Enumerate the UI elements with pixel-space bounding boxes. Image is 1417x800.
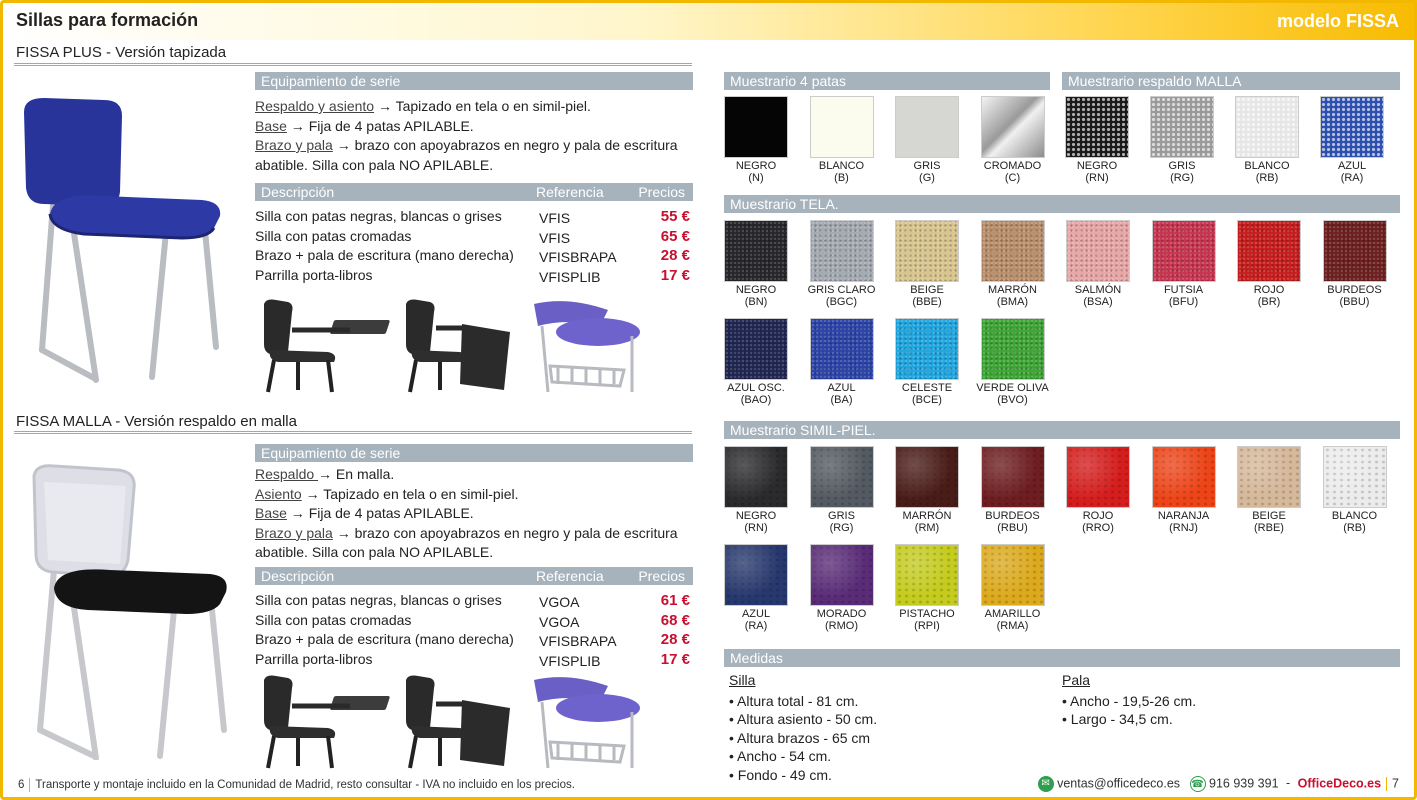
swatch-label xyxy=(716,160,796,184)
row-desc: Silla con patas cromadas xyxy=(255,611,412,628)
row-desc: Brazo + pala de escritura (mano derecha) xyxy=(255,631,514,647)
swatch-code: (BVO) xyxy=(997,394,1028,406)
swatch-name: NARANJA xyxy=(1157,510,1210,522)
swatch-name: CROMADO xyxy=(983,160,1042,172)
swatch-name: CELESTE xyxy=(901,382,953,394)
swatch-code: (RBU) xyxy=(997,522,1028,534)
swatch-label xyxy=(716,510,796,534)
swatch-code: (BBE) xyxy=(912,296,942,308)
row-desc: Silla con patas negras, blancas o grises xyxy=(255,208,502,224)
swatch-label xyxy=(802,608,882,632)
malla-equip-item xyxy=(255,524,693,563)
plus-col-ref: Referencia xyxy=(536,184,604,200)
malla-divider xyxy=(14,431,692,434)
table-row xyxy=(255,267,693,287)
plus-col-desc: Descripción xyxy=(261,184,335,200)
swatch-code: (BCE) xyxy=(912,394,942,406)
swatch-label xyxy=(716,608,796,632)
swatch-label xyxy=(1144,510,1224,534)
swatch-label xyxy=(716,284,796,308)
swatch-label xyxy=(887,160,967,184)
swatch-code: (RG) xyxy=(829,522,854,534)
swatch-simil xyxy=(810,544,874,606)
swatch-name: PISTACHO xyxy=(899,608,955,620)
swatch-label xyxy=(887,608,967,632)
swatch-code: (RB) xyxy=(1343,522,1366,534)
malla-equip-list xyxy=(255,465,693,563)
swatch-code: (BBU) xyxy=(1339,296,1370,308)
swatch-name: BURDEOS xyxy=(985,510,1040,522)
row-ref: VFIS xyxy=(539,229,571,246)
table-row xyxy=(255,631,693,651)
swatch-code: (BGC) xyxy=(825,296,858,308)
swatch-simil xyxy=(724,544,788,606)
swatch-label xyxy=(1315,510,1395,534)
malla-equip-item xyxy=(255,465,693,485)
page-number-right: 7 xyxy=(1392,776,1399,791)
swatch-simil xyxy=(1323,446,1387,508)
swatch-code: (BMA) xyxy=(996,296,1029,308)
swatch-name: GRIS xyxy=(828,510,855,522)
email-icon: ✉ xyxy=(1038,776,1054,792)
plus-equip-title: Equipamiento de serie xyxy=(255,72,693,90)
plus-equip-item xyxy=(255,117,693,137)
plus-heading: FISSA PLUS - Versión tapizada xyxy=(16,44,227,61)
row-price: 61 € xyxy=(660,592,690,609)
swatch-label xyxy=(1312,160,1392,184)
swatch-code: (RG) xyxy=(1170,172,1194,184)
page-number-left: 6 xyxy=(18,779,25,792)
swatch-patas xyxy=(981,96,1045,158)
plus-price-table xyxy=(255,208,693,286)
footer xyxy=(0,774,1417,796)
malla-heading: FISSA MALLA - Versión respaldo en malla xyxy=(16,413,297,430)
malla-folded-tablet-image xyxy=(400,672,522,770)
row-ref: VFISBRAPA xyxy=(539,249,617,265)
footer-email[interactable]: ventas@officedeco.es xyxy=(1057,776,1181,791)
swatch-label xyxy=(887,382,967,406)
table-row xyxy=(255,228,693,248)
malla-equip-key: Respaldo xyxy=(255,466,319,482)
measure-item: • Largo - 34,5 cm. xyxy=(1062,711,1173,727)
swatch-code: (G) xyxy=(919,172,935,184)
swatch-name: BEIGE xyxy=(910,284,944,296)
plus-divider xyxy=(14,63,692,66)
table-row xyxy=(255,208,693,228)
malla-equip-key: Brazo y pala xyxy=(255,524,333,541)
swatch-code: (RA) xyxy=(1340,172,1364,184)
swatch-name: BURDEOS xyxy=(1327,284,1382,296)
swatch-code: (BSA) xyxy=(1083,296,1113,308)
swatch-tela xyxy=(810,318,874,380)
malla-sample-title: Muestrario respaldo MALLA xyxy=(1062,72,1400,90)
swatch-tela xyxy=(810,220,874,282)
swatch-tela xyxy=(981,318,1045,380)
row-desc: Parrilla porta-libros xyxy=(255,266,373,283)
row-ref: VFISPLIB xyxy=(539,652,601,669)
table-row xyxy=(255,612,693,632)
tela-title: Muestrario TELA. xyxy=(724,195,1400,213)
malla-equip-text: → En malla. xyxy=(318,466,395,482)
swatch-simil xyxy=(981,544,1045,606)
row-price: 68 € xyxy=(660,611,690,629)
swatch-simil xyxy=(810,446,874,508)
row-price: 55 € xyxy=(660,208,690,225)
swatch-malla xyxy=(1235,96,1299,158)
plus-equip-text: → brazo con apoyabrazos en negro y pala de escritura abatible. Silla con pala NO APILABLE. xyxy=(255,137,678,173)
swatch-label xyxy=(887,284,967,308)
swatch-label xyxy=(1142,160,1222,184)
footer-divider xyxy=(29,778,30,792)
swatch-name: NEGRO xyxy=(735,510,777,522)
malla-equip-text: → brazo con apoyabrazos en negro y pala de escritura abatible. Silla con pala NO APILABLE. xyxy=(255,524,678,560)
swatch-name: AZUL xyxy=(741,608,771,620)
swatch-label xyxy=(973,382,1053,406)
swatch-name: ROJO xyxy=(1082,510,1114,522)
plus-equip-item xyxy=(255,136,693,175)
row-desc: Silla con patas negras, blancas o grises xyxy=(255,592,502,608)
swatch-name: MORADO xyxy=(816,608,867,620)
plus-equip-item xyxy=(255,97,693,117)
swatch-simil xyxy=(1066,446,1130,508)
swatch-label xyxy=(802,160,882,184)
swatch-label xyxy=(1058,284,1138,308)
row-desc: Brazo + pala de escritura (mano derecha) xyxy=(255,247,514,263)
swatch-label xyxy=(716,382,796,406)
malla-equip-text: → Fija de 4 patas APILABLE. xyxy=(286,505,474,521)
malla-tablet-arm-image xyxy=(258,672,400,770)
swatch-label xyxy=(802,510,882,534)
swatch-malla xyxy=(1150,96,1214,158)
row-ref: VFIS xyxy=(539,210,571,226)
swatch-simil xyxy=(724,446,788,508)
simil-title: Muestrario SIMIL-PIEL. xyxy=(724,421,1400,439)
malla-table-header xyxy=(255,567,693,585)
row-ref: VFISBRAPA xyxy=(539,633,617,649)
swatch-code: (BR) xyxy=(1257,296,1281,308)
swatch-name: AMARILLO xyxy=(984,608,1041,620)
swatch-code: (RMA) xyxy=(996,620,1029,632)
swatch-patas xyxy=(724,96,788,158)
malla-col-price: Precios xyxy=(638,568,685,584)
swatch-name: FUTSIA xyxy=(1163,284,1204,296)
swatch-code: (BN) xyxy=(744,296,768,308)
swatch-label xyxy=(1057,160,1137,184)
swatch-tela xyxy=(981,220,1045,282)
swatch-tela xyxy=(895,220,959,282)
swatch-code: (RN) xyxy=(1085,172,1109,184)
swatch-name: GRIS xyxy=(1168,160,1196,172)
malla-equip-title: Equipamiento de serie xyxy=(255,444,693,462)
plus-book-rack-image xyxy=(528,296,640,394)
plus-tablet-arm-image xyxy=(258,296,400,394)
swatch-name: MARRÓN xyxy=(988,284,1037,296)
row-ref: VGOA xyxy=(539,594,580,610)
swatch-label xyxy=(802,382,882,406)
plus-folded-tablet-image xyxy=(400,296,522,394)
swatch-name: MARRÓN xyxy=(902,510,952,522)
plus-chair-image xyxy=(14,92,239,387)
malla-equip-key: Asiento xyxy=(255,485,302,502)
swatch-malla xyxy=(1320,96,1384,158)
measure-item: • Ancho - 19,5-26 cm. xyxy=(1062,692,1197,709)
plus-table-header xyxy=(255,183,693,201)
malla-col-desc: Descripción xyxy=(261,568,335,584)
swatch-label xyxy=(1144,284,1224,308)
swatch-code: (RNJ) xyxy=(1169,522,1198,534)
medidas-title: Medidas xyxy=(724,649,1400,667)
swatch-name: GRIS xyxy=(913,160,941,172)
swatch-code: (BFU) xyxy=(1168,296,1199,308)
swatch-tela xyxy=(724,220,788,282)
malla-equip-item xyxy=(255,485,693,505)
swatch-name: BLANCO xyxy=(1331,510,1378,522)
swatch-name: SALMÓN xyxy=(1074,284,1122,296)
malla-equip-text: → Tapizado en tela o en simil-piel. xyxy=(301,485,519,502)
swatch-label xyxy=(802,284,882,308)
model-title: modelo FISSA xyxy=(1276,11,1399,31)
plus-equip-key: Respaldo y asiento xyxy=(255,98,375,114)
malla-equip-key: Base xyxy=(255,505,287,521)
row-price: 17 € xyxy=(660,650,690,668)
swatch-simil xyxy=(981,446,1045,508)
swatch-tela xyxy=(1323,220,1387,282)
page-title: Sillas para formación xyxy=(16,10,199,30)
footer-left xyxy=(18,778,575,792)
swatch-code: (RBE) xyxy=(1254,522,1284,534)
swatch-name: NEGRO xyxy=(735,160,777,172)
swatch-name: ROJO xyxy=(1253,284,1285,296)
swatch-simil xyxy=(1152,446,1216,508)
plus-equip-key: Base xyxy=(255,117,287,134)
swatch-name: BLANCO xyxy=(818,160,865,172)
swatch-simil xyxy=(895,446,959,508)
swatch-patas xyxy=(895,96,959,158)
swatch-code: (C) xyxy=(1004,172,1021,184)
footer-phone: 916 939 391 xyxy=(1209,776,1279,791)
swatch-label xyxy=(1229,284,1309,308)
swatch-label xyxy=(973,284,1053,308)
plus-equip-key: Brazo y pala xyxy=(255,137,333,153)
swatch-name: AZUL OSC. xyxy=(727,382,785,394)
row-ref: VGOA xyxy=(539,613,580,630)
phone-icon: ☎ xyxy=(1190,776,1206,792)
swatch-code: (RN) xyxy=(744,522,768,534)
plus-equip-text: → Fija de 4 patas APILABLE. xyxy=(286,117,474,134)
measure-item: • Altura asiento - 50 cm. xyxy=(729,711,878,727)
row-price: 65 € xyxy=(660,227,690,245)
swatch-label xyxy=(973,160,1053,184)
swatch-malla xyxy=(1065,96,1129,158)
plus-equip-list xyxy=(255,97,693,175)
swatch-code: (RMO) xyxy=(825,620,858,632)
swatch-name: GRIS CLARO xyxy=(807,284,876,296)
row-price: 28 € xyxy=(660,247,690,264)
swatch-label xyxy=(973,608,1053,632)
swatch-code: (RRO) xyxy=(1082,522,1114,534)
row-price: 28 € xyxy=(660,631,690,648)
swatch-code: (RB) xyxy=(1255,172,1279,184)
swatch-name: BEIGE xyxy=(1252,510,1286,522)
swatch-label xyxy=(1227,160,1307,184)
table-row xyxy=(255,592,693,612)
swatch-label xyxy=(1315,284,1395,308)
swatch-label xyxy=(1058,510,1138,534)
swatch-simil xyxy=(895,544,959,606)
row-price: 17 € xyxy=(660,266,690,284)
footer-right: ✉ ventas@officedeco.es ☎ 916 939 391 - OfficeDeco.es 7 xyxy=(1038,776,1399,792)
silla-title: Silla xyxy=(729,672,756,688)
row-desc: Silla con patas cromadas xyxy=(255,227,412,244)
swatch-code: (RA) xyxy=(744,620,768,632)
row-ref: VFISPLIB xyxy=(539,268,601,285)
table-row xyxy=(255,247,693,267)
swatch-tela xyxy=(1152,220,1216,282)
measure-item: • Ancho - 54 cm. xyxy=(729,748,832,764)
swatch-tela xyxy=(1066,220,1130,282)
table-row xyxy=(255,651,693,671)
malla-col-ref: Referencia xyxy=(536,568,604,584)
swatch-tela xyxy=(895,318,959,380)
swatch-code: (RM) xyxy=(914,522,940,534)
measure-item: • Fondo - 49 cm. xyxy=(729,766,832,783)
swatch-name: NEGRO xyxy=(1076,160,1118,172)
swatch-tela xyxy=(724,318,788,380)
swatch-code: (N) xyxy=(748,172,764,184)
swatch-code: (BA) xyxy=(830,394,853,406)
swatch-simil xyxy=(1237,446,1301,508)
malla-chair-image xyxy=(14,460,239,760)
swatch-code: (RPI) xyxy=(914,620,940,632)
swatch-label xyxy=(973,510,1053,534)
silla-measures xyxy=(729,671,877,784)
pala-title: Pala xyxy=(1062,672,1091,688)
swatch-label xyxy=(887,510,967,534)
swatch-label xyxy=(1229,510,1309,534)
swatch-name: AZUL xyxy=(1337,160,1367,172)
swatch-tela xyxy=(1237,220,1301,282)
row-desc: Parrilla porta-libros xyxy=(255,650,373,667)
footer-divider xyxy=(1386,777,1387,791)
swatch-name: NEGRO xyxy=(735,284,777,296)
swatch-name: BLANCO xyxy=(1244,160,1290,172)
malla-equip-item xyxy=(255,504,693,524)
swatch-code: (B) xyxy=(834,172,849,184)
swatch-name: VERDE OLIVA xyxy=(976,382,1049,394)
swatch-name: AZUL xyxy=(827,382,856,394)
footer-brand[interactable]: OfficeDeco.es xyxy=(1297,776,1382,791)
plus-equip-text: → Tapizado en tela o en simil-piel. xyxy=(374,98,591,114)
pala-measures xyxy=(1062,671,1196,729)
patas-title: Muestrario 4 patas xyxy=(724,72,1050,90)
header-bar xyxy=(0,0,1417,40)
footer-note: Transporte y montaje incluido en la Comunidad de Madrid, resto consultar - IVA no incluido en los precios. xyxy=(35,779,575,792)
swatch-patas xyxy=(810,96,874,158)
malla-price-table xyxy=(255,592,693,670)
malla-book-rack-image xyxy=(528,672,640,770)
measure-item: • Altura total - 81 cm. xyxy=(729,692,859,709)
swatch-code: (BAO) xyxy=(740,394,772,406)
plus-col-price: Precios xyxy=(638,184,685,200)
measure-item: • Altura brazos - 65 cm xyxy=(729,729,871,746)
